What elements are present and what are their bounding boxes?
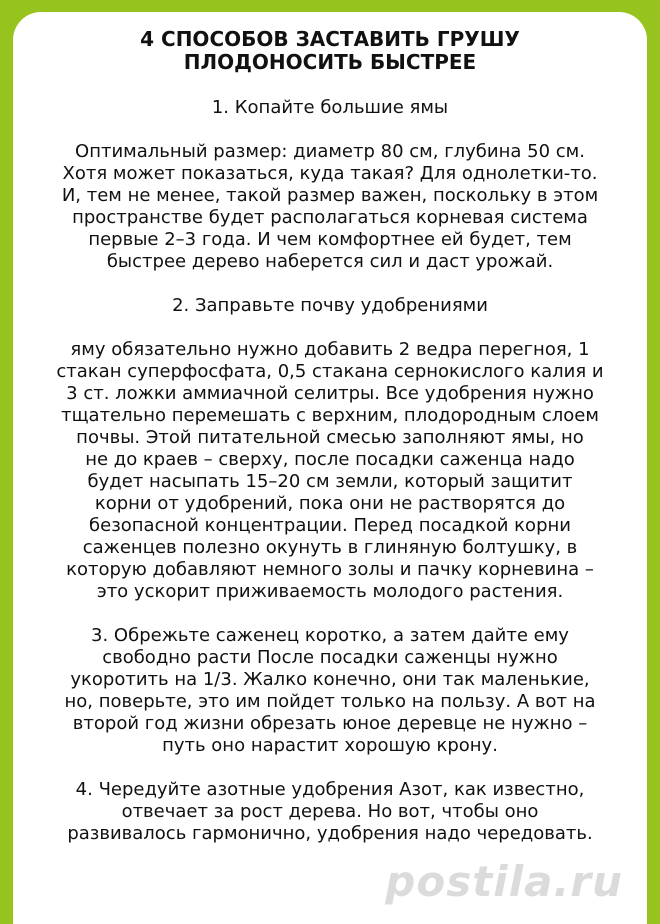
- section-1-text: Оптимальный размер: диаметр 80 см, глубина 50 см. Хотя может показаться, куда такая? Для однолетки-то. И, тем не менее, такой размер важен, поскольку в этом пространстве будет располагаться корневая система первые 2–3 года. И чем комфортнее ей будет, тем быстрее дерево наберется сил и даст урожай.: [61, 141, 599, 272]
- section-2-text: яму обязательно нужно добавить 2 ведра перегноя, 1 стакан суперфосфата, 0,5 стакана сернокислого калия и 3 ст. ложки аммиачной селитры. Все удобрения нужно тщательно перемешать с верхним, плодородным слоем почвы. Этой питательной смесью заполняют ямы, но не до краев – сверху, после посадки саженца надо будет насыпать 15–20 см земли, который защитит корни от удобрений, пока они не растворятся до безопасной концентрации. Перед посадкой корни саженцев полезно окунуть в глиняную болтушку, в которую добавляют немного золы и пачку корневина – это ускорит приживаемость молодого растения.: [56, 339, 604, 602]
- section-1-heading: 1. Копайте большие ямы: [211, 97, 449, 118]
- section-3-text: 3. Обрежьте саженец коротко, а затем дайте ему свободно расти После посадки саженцы нужно укоротить на 1/3. Жалко конечно, они так маленькие, но, поверьте, это им пойдет только на пользу. А вот на второй год жизни обрезать юное деревце не нужно – путь оно нарастит хорошую крону.: [64, 625, 596, 756]
- article-card: [13, 12, 647, 924]
- article-title: 4 СПОСОБОВ ЗАСТАВИТЬ ГРУШУ ПЛОДОНОСИТЬ БЫСТРЕЕ: [140, 27, 520, 74]
- watermark: postila.ru: [385, 857, 623, 906]
- section-4-text: 4. Чередуйте азотные удобрения Азот, как известно, отвечает за рост дерева. Но вот, чтобы оно развивалось гармонично, удобрения надо чередовать.: [67, 779, 593, 844]
- section-2-heading: 2. Заправьте почву удобрениями: [172, 295, 488, 316]
